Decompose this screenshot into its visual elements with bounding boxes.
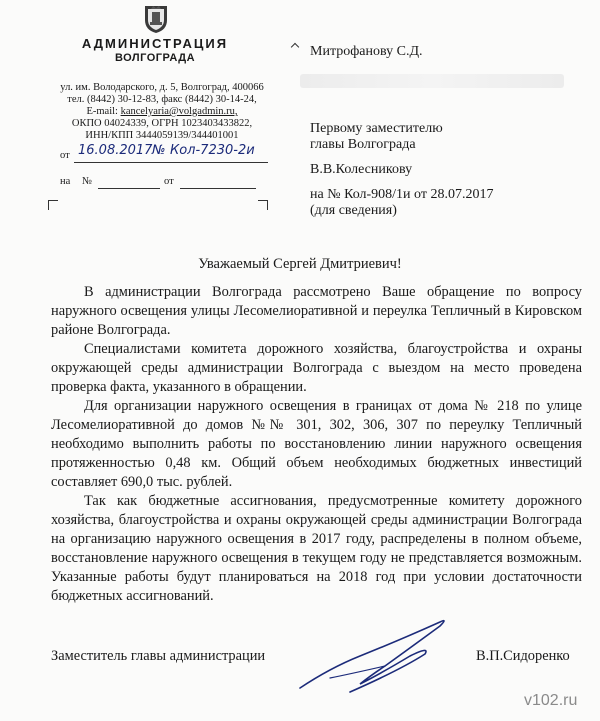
reg-date: 16.08.2017 — [78, 143, 153, 158]
reg-line-1 — [74, 162, 268, 163]
org-city: ВОЛГОГРАДА — [114, 52, 196, 64]
signer-name: В.П.Сидоренко — [476, 648, 570, 664]
sender-phone: тел. (8442) 30-12-83, факс (8442) 30-14-24, — [67, 94, 257, 105]
handwritten-signature — [290, 608, 460, 698]
recipient-primary: Митрофанову С.Д. — [310, 44, 423, 59]
reg-number-sign: № — [152, 143, 166, 158]
email-link[interactable]: kancelyaria@volgadmin.ru, — [120, 106, 238, 117]
coat-of-arms-icon — [143, 4, 169, 34]
sender-email: E-mail: kancelyaria@volgadmin.ru, — [86, 106, 238, 117]
paragraph-3: Для организации наружного освещения в границах от дома № 218 по улице Лесомелиоративной до домов №№ 301, 302, 306, 307 по переулку Тепличный необходимо выполнить работы по восстановлению линии наружного освещения протяженностью 0,48 км. Общий объем необходимых бюджетных инвестиций составляет 690,0 тыс. рублей. — [51, 398, 582, 490]
paragraph-1: В администрации Волгограда рассмотрено Ваше обращение по вопросу наружного освещения улицы Лесомелиоративной и переулка Тепличный в Кировском районе Волгограда. — [51, 284, 582, 338]
sender-inn: ИНН/КПП 3444059139/344401001 — [85, 130, 239, 141]
from-label: от — [60, 150, 70, 161]
reply-number-sign: № — [82, 176, 93, 187]
recipient-name: В.В.Колесникову — [310, 162, 413, 177]
reference-note: (для сведения) — [310, 203, 397, 218]
reg-line-3 — [180, 188, 256, 189]
reply-on-label: на — [60, 176, 71, 187]
corner-mark — [291, 43, 299, 51]
salutation: Уважаемый Сергей Дмитриевич! — [198, 256, 402, 272]
watermark: v102.ru — [524, 692, 578, 709]
recipient-position: Первому заместителю — [310, 121, 443, 136]
paragraph-2: Специалистами комитета дорожного хозяйства, благоустройства и охраны окружающей среды администрации Волгограда с выездом на место проведена проверка факта, указанного в обращении. — [51, 341, 582, 395]
reg-number: Кол-7230-2и — [170, 143, 255, 158]
sender-address: ул. им. Володарского, д. 5, Волгоград, 400066 — [60, 82, 264, 93]
signer-title: Заместитель главы администрации — [51, 648, 266, 664]
org-name: АДМИНИСТРАЦИЯ — [81, 36, 229, 51]
corner-mark — [48, 200, 58, 210]
sender-okpo: ОКПО 04024339, ОГРН 1023403433822, — [71, 118, 253, 129]
paragraph-4: Так как бюджетные ассигнования, предусмотренные комитету дорожного хозяйства, благоустройства и охраны окружающей среды администрации Волгограда на организацию наружного освещения в 2017 году, распределены в полном объеме, восстановление наружного освещения в текущем году не представляется возможным. Указанные работы будут планироваться на 2018 год при условии достаточности бюджетных ассигнований. — [51, 493, 582, 604]
redacted-address — [300, 74, 564, 88]
reference-number: на № Кол-908/1и от 28.07.2017 — [310, 187, 494, 202]
recipient-position-2: главы Волгограда — [310, 137, 416, 152]
corner-mark — [258, 200, 268, 210]
reply-from-label: от — [164, 176, 174, 187]
reg-line-2 — [98, 188, 160, 189]
